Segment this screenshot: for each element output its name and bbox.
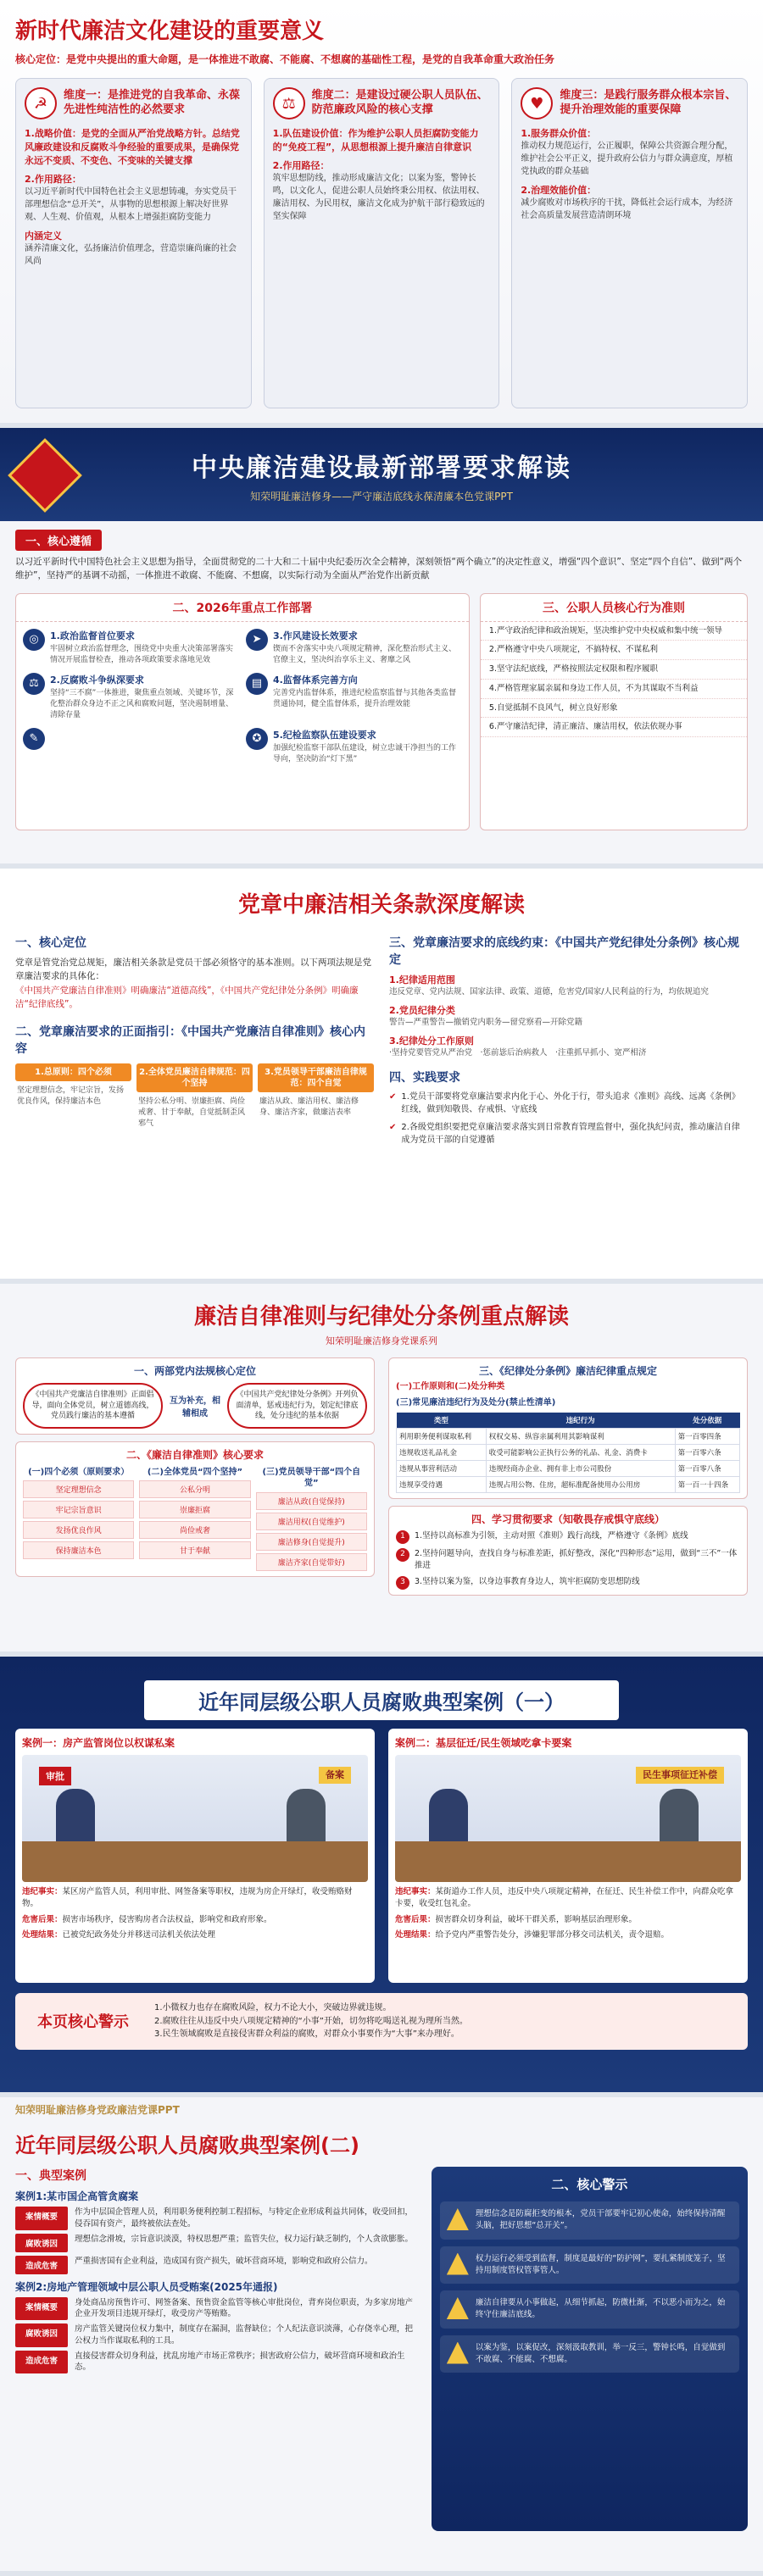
case-row: 造成危害 严重损害国有企业利益，造成国有资产损失，破坏营商环境，影响党和政府公信力。 [15,2256,420,2274]
title-banner [0,428,763,521]
warning-icon [447,2342,469,2364]
deployment-item: ✪ 5.纪检监察队伍建设要求 加强纪检监察干部队伍建设，树立忠诚干净担当的工作导向，坚决防治“灯下黑” [246,728,462,765]
deployment-item: ◎ 1.政治监督首位要求 牢固树立政治监督理念，围绕党中央重大决策部署落实情况开展监督检查，推动各项政策要求落地见效 [23,629,239,666]
panel-heading: 三、公职人员核心行为准则 [481,594,747,622]
dimension-point: 1.战略价值：是党的全面从严治党战略方针。总结党风廉政建设和反腐败斗争经验的重要成果，是确保党永远不变质、不变色、不变味的关键支撑 [25,128,240,166]
study-panel: 四、学习贯彻要求（知敬畏存戒惧守底线） 1 1.坚持以高标准为引领，主动对照《准则》践行高线，严格遵守《条例》底线 2 2.坚持问题导向，查找自身与标准差距，抓好整改，深化“四种形态”运用，做到“三不”一体推进 3 3.坚持以案为鉴，以身边事教育身边人，筑牢拒腐防变思想防线 [388,1506,748,1596]
conduct-panel [480,593,748,830]
section-text: 《中国共产党廉洁自律准则》明确廉洁“道德高线”，《中国共产党纪律处分条例》明确廉洁“纪律底线”。 [15,985,359,1009]
warning-item: 廉洁自律要从小事做起，从细节抓起，防微杜渐，不以恶小而为之，始终守住廉洁底线。 [440,2290,739,2329]
dimension-card [264,78,500,408]
table-row: 违规收送礼品礼金 收受可能影响公正执行公务的礼品、礼金、消费卡 第一百零六条 [397,1445,740,1461]
case-detail: 违纪事实：某街道办工作人员，违反中央八项规定精神，在征迁、民生补偿工作中，向群众吃拿卡要，收受红包礼金。 [395,1887,734,1908]
core-warning-panel [432,2167,748,2531]
dimension-point: 1.队伍建设价值：作为维护公职人员拒腐防变能力的“免疫工程”，从思想根源上提升廉洁自律意识 [272,128,479,153]
case-row: 腐败诱因 房产监管关键岗位权力集中，制度存在漏洞，监督缺位；个人纪法意识淡薄，心存侥幸心理，把公权力当作谋取私利的工具。 [15,2323,420,2347]
dimension-text: 涵养清廉文化，弘扬廉洁价值理念，营造崇廉尚廉的社会风尚 [25,244,237,266]
table-row: 违规享受待遇 违规占用公物、住房，超标准配备使用办公用房 第一百一十四条 [397,1477,740,1493]
core-positioning: 核心定位：是党中央提出的重大命题，是一体推进不敢腐、不能腐、不想腐的基础性工程，是党的自我革命重大政治任务 [15,53,555,65]
deployment-item: ➤ 3.作风建设长效要求 锲而不舍落实中央八项规定精神，深化整治形式主义、官僚主义，坚决纠治享乐主义、奢靡之风 [246,629,462,666]
conduct-item: 4.严格管理家属亲属和身边工作人员，不为其谋取不当利益 [481,680,747,699]
party-emblem-icon: ☭ [25,87,57,119]
deployment-item [23,728,239,765]
guideline-card: 2.全体党员廉洁自律规范：四个坚持 坚持公私分明、崇廉拒腐、尚俭戒奢、甘于奉献，自觉抵制歪风邪气 [136,1063,253,1134]
sign-label: 民生事项征迁补偿 [636,1767,724,1784]
sign-label: 审批 [39,1767,71,1785]
warning-icon [447,2253,469,2275]
slide-central-deployment [0,428,763,869]
warning-icon [447,2208,469,2230]
dimension-columns [15,78,748,408]
official-figure [429,1789,468,1848]
case-detail: 处理结果：给予党内严重警告处分，涉嫌犯罪部分移交司法机关，责令退赔。 [395,1930,670,1940]
warning-item: 以案为鉴，以案促改，深刻汲取教训，举一反三，警钟长鸣，自觉做到不敢腐、不能腐、不想腐。 [440,2335,739,2373]
positioning-panel: 一、两部党内法规核心定位 《中国共产党廉洁自律准则》正面倡导，面向全体党员，树立道德高线，党员践行廉洁的基本遵循 互为补充，相辅相成 《中国共产党纪律处分条例》开列负面清单，惩戒违纪行为，划定纪律底线，处分违纪的基本依据 [15,1357,375,1435]
table-row: 利用职务便利谋取私利 权权交易、纵容亲属利用其影响谋利 第一百零四条 [397,1429,740,1445]
dimension-text: 减少腐败对市场秩序的干扰，降低社会运行成本，为经济社会高质量发展营造清朗环境 [521,198,733,220]
developer-figure [287,1789,326,1848]
section-heading: 三、党章廉洁要求的底线约束：《中国共产党纪律处分条例》核心规定 [389,936,739,967]
star-icon: ✪ [246,728,268,750]
dimension-title: 维度一：是推进党的自我革命、永葆先进性纯洁性的必然要求 [64,89,241,116]
conduct-item: 1.严守政治纪律和政治规矩，坚决维护党中央权威和集中统一领导 [481,622,747,641]
scales-icon: ⚖ [273,87,305,119]
slide-rules-interpretation [0,1284,763,1657]
pen-icon: ✎ [23,728,45,750]
slide-title: 近年同层级公职人员腐败典型案例（一） [144,1680,619,1720]
desk-shape [22,1841,368,1882]
case-detail: 违纪事实：某区房产监管人员，利用审批、网签备案等职权，违规为房企开绿灯，收受贿赂财物。 [22,1887,353,1908]
arrow-icon: ➤ [246,629,268,651]
dimension-title: 维度二：是建设过硬公职人员队伍、防范廉政风险的核心支撑 [311,89,488,116]
heart-hands-icon: ♥ [521,87,553,119]
case-heading: 案例二：基层征迁/民生领域吃拿卡要案 [395,1737,572,1749]
rule-item: 1.纪律适用范围 违反党章、党内法规、国家法律、政策、道德，危害党/国家/人民利益的行为，均依规追究 [389,974,709,997]
warning-item: 1.小微权力也存在腐败风险，权力不论大小，突破边界就违规。 [154,2003,392,2012]
dimension-text: 筑牢思想防线，推动形成廉洁文化；以案为鉴，警钟长鸣，以文化人，促进公职人员始终秉公用权、依法用权、廉洁用权、为民用权，廉洁文化成为护航干部行稳致远的坚实保障 [272,174,485,221]
section-heading: 一、核心遵循 [15,530,102,551]
slide-subtitle: 知荣明耻廉洁修身——严守廉洁底线永葆清廉本色党课PPT [250,490,513,502]
deployment-item: ▤ 4.监督体系完善方向 完善党内监督体系，推进纪检监察监督与其他各类监督贯通协同，健全监督体系，提升治理效能 [246,673,462,721]
dimension-title: 维度三：是践行服务群众根本宗旨、提升治理效能的重要保障 [560,89,737,116]
requirement-item: ✔ 1.党员干部要将党章廉洁要求内化于心、外化于行，带头追求《准则》高线、远离《条例》红线，做到知敬畏、存戒惧、守底线 [389,1092,740,1115]
case-illustration [22,1755,368,1882]
dimension-point: 2.作用路径： [25,174,81,185]
warning-icon [447,2297,469,2319]
conduct-item: 6.严守廉洁纪律，清正廉洁、廉洁用权，依法依规办事 [481,718,747,737]
official-figure [56,1789,95,1848]
requirement-item: ✔ 2.各级党组织要把党章廉洁要求落实到日常教育管理监督中，强化执纪问责，推动廉洁自律成为党员干部的自觉遵循 [389,1123,740,1146]
case-title: 案例1:某市国企高管贪腐案 [15,2190,139,2202]
conduct-item: 3.坚守法纪底线，严格按照法定权限和程序履职 [481,660,747,680]
check-icon: ✔ [389,1123,397,1133]
guideline-card: 1.总原则：四个必须 坚定理想信念，牢记宗旨，发扬优良作风，保持廉洁本色 [15,1063,131,1134]
document-icon: ▤ [246,673,268,695]
core-requirements-panel: 二、《廉洁自律准则》核心要求 (一)四个必须（原则要求） 坚定理想信念 牢记宗旨意识 发扬优良作风 保持廉洁本色 (二)全体党员“四个坚持” 公私分明 崇廉拒腐 尚俭戒奢 甘于奉献 (三)党员领导干部“四个自觉” 廉洁从政(自觉保持) 廉洁用权(自觉维护) 廉洁修身(自觉提升) 廉洁齐家(自觉带好) [15,1441,375,1577]
dimension-text: 推动权力规范运行，公正履职，保障公共资源合理分配，维护社会公平正义，提升政府公信力与群众满意度，厚植党执政的群众基础 [521,142,733,176]
warning-item: 理想信念是防腐拒变的根本，党员干部要牢记初心使命，始终保持清醒头脑，把好思想“总开关”。 [440,2201,739,2240]
slide-title: 党章中廉洁相关条款深度解读 [237,892,525,918]
slide-title: 廉洁自律准则与纪律处分条例重点解读 [193,1304,569,1330]
case-row: 案情概要 作为中层国企管理人员，利用职务便利控制工程招标，与特定企业形成利益共同体，收受回扣，侵吞国有资产，最终被依法查处。 [15,2207,420,2230]
slide-subtitle: 知荣明耻廉洁修身党课系列 [326,1335,437,1346]
section-heading: 一、典型案例 [15,2169,86,2183]
slide-title: 新时代廉洁文化建设的重要意义 [15,19,325,44]
series-label: 知荣明耻廉洁修身党政廉洁党课PPT [15,2104,180,2116]
warning-title: 本页核心警示 [37,2013,129,2032]
dimension-point: 1.服务群众价值： [521,128,597,139]
sign-label: 备案 [319,1767,351,1784]
panel-heading: 二、核心警示 [551,2177,628,2192]
dimension-point: 2.作用路径： [272,160,330,171]
case-row: 腐败诱因 理想信念滑坡，宗旨意识淡漠，特权思想严重；监管失位，权力运行缺乏制约，个人贪欲膨胀。 [15,2234,420,2252]
study-item: 1 1.坚持以高标准为引领，主动对照《准则》践行高线，严格遵守《条例》底线 [396,1530,740,1544]
warning-item: 2.腐败往往从违反中央八项规定精神的“小事”开始，切勿将吃喝送礼视为理所当然。 [154,2016,468,2026]
conduct-item: 5.自觉抵制不良风气，树立良好形象 [481,699,747,719]
desk-shape [395,1841,741,1882]
section-heading: 四、实践要求 [389,1071,460,1085]
table-row: 违规从事营利活动 违规经商办企业、拥有非上市公司股份 第一百零八条 [397,1461,740,1477]
case-detail: 危害后果：损害群众切身利益，破坏干群关系，影响基层治理形象。 [395,1914,638,1924]
rule-item: 3.纪律处分工作原则 ·坚持党要管党从严治党 ·惩前毖后治病救人 ·注重抓早抓小、宽严相济 [389,1035,647,1058]
case-illustration [395,1755,741,1882]
slide-title: 中央廉洁建设最新部署要求解读 [192,452,571,483]
slide-case-study-two [0,2097,763,2576]
requirement-column: (一)四个必须（原则要求） 坚定理想信念 牢记宗旨意识 发扬优良作风 保持廉洁本色 [23,1467,134,1571]
study-item: 2 2.坚持问题导向，查找自身与标准差距，抓好整改，深化“四种形态”运用，做到“三不”一体推进 [396,1548,740,1572]
dimension-point: 2.治理效能价值： [521,185,597,196]
violation-table: 类型 违纪行为 处分依据 利用职务便利谋取私利 权权交易、纵容亲属利用其影响谋利 第一百零四条 违规收送礼品礼金 收受可能影响公正执行公务的礼品、礼金、消费卡 第一百零六条 违规从事营利活动 违规经商办企业、拥有非上市公司股份 第一百零八条 违规享受待遇 违规占用公物、住房，超标准配备使用办公用房 第一百一十四条 [396,1413,740,1493]
flow-arrow: 互为补充，相辅相成 [170,1396,220,1418]
slide-party-constitution [0,869,763,1284]
deployment-panel [15,593,470,830]
warning-item: 权力运行必须受到监督，制度是最好的“防护网”，要扎紧制度笼子，坚持用制度管权管事管人。 [440,2246,739,2285]
flow-box-regulation: 《中国共产党纪律处分条例》开列负面清单，惩戒违纪行为，划定纪律底线，处分违纪的基本依据 [227,1383,367,1429]
dimension-card [15,78,252,408]
slide-title: 近年同层级公职人员腐败典型案例(二) [15,2134,359,2157]
resident-figure [660,1789,699,1848]
case-title: 案例2:房地产管理领域中层公职人员受贿案(2025年通报) [15,2280,278,2293]
slide-significance [0,0,763,428]
requirement-column: (二)全体党员“四个坚持” 公私分明 崇廉拒腐 尚俭戒奢 甘于奉献 [139,1467,250,1571]
flow-box-guideline: 《中国共产党廉洁自律准则》正面倡导，面向全体党员，树立道德高线，党员践行廉洁的基本遵循 [23,1383,163,1429]
guideline-card: 3.党员领导干部廉洁自律规范：四个自觉 廉洁从政、廉洁用权、廉洁修身、廉洁齐家，做廉洁表率 [258,1063,374,1134]
rule-item: 2.党员纪律分类 警告—严重警告—撤销党内职务—留党察看—开除党籍 [389,1004,583,1027]
core-warning-box [15,1993,748,2050]
dimension-point: 内涵定义 [25,230,62,242]
requirement-column: (三)党员领导干部“四个自觉” 廉洁从政(自觉保持) 廉洁用权(自觉维护) 廉洁修身(自觉提升) 廉洁齐家(自觉带好) [256,1467,367,1571]
study-item: 3 3.坚持以案为鉴，以身边事教育身边人，筑牢拒腐防变思想防线 [396,1576,740,1590]
case-detail: 危害后果：损害市场秩序，侵害购房者合法权益，影响党和政府形象。 [22,1914,272,1924]
dimension-text: 以习近平新时代中国特色社会主义思想铸魂，夯实党员干部理想信念“总开关”，从事物的思想根源上解决好世界观、人生观、价值观，从根本上增强拒腐防变能力 [25,187,237,222]
case-heading: 案例一：房产监管岗位以权谋私案 [22,1737,175,1749]
case-row: 案情概要 身处商品房预售许可、网签备案、预售资金监管等核心审批岗位，背弃岗位职责，为多家房地产企业开发项目违规开绿灯，收受房产等贿赂。 [15,2297,420,2321]
warning-item: 3.民生领域腐败是直接侵害群众利益的腐败，对群众小事要作为“大事”来办理好。 [154,2029,459,2039]
case-card [388,1729,748,1983]
section-heading: 二、党章廉洁要求的正面指引：《中国共产党廉洁自律准则》核心内容 [15,1025,365,1057]
check-icon: ✔ [389,1092,397,1102]
case-row: 造成危害 直接侵害群众切身利益，扰乱房地产市场正常秩序；损害政府公信力，破坏营商环境和政治生态。 [15,2351,420,2374]
panel-heading: 二、2026年重点工作部署 [16,594,469,622]
dimension-card [511,78,748,408]
target-icon: ◎ [23,629,45,651]
section-heading: 一、核心定位 [15,936,86,950]
conduct-item: 2.严格遵守中央八项规定，不搞特权、不谋私利 [481,641,747,660]
case-detail: 处理结果：已被党纪政务处分并移送司法机关依法处理 [22,1930,216,1940]
regulation-panel: 三、《纪律处分条例》廉洁纪律重点规定 (一)工作原则和(二)处分种类 (三)常见廉洁违纪行为及处分(禁止性清单) 类型 违纪行为 处分依据 利用职务便利谋取私利 权权交易、纵容亲属利用其影响谋利 第一百零四条 违规收送礼品礼金 收受可能影响公正执行公务的礼品、礼金、消费卡 第一百零六条 违规从事营利活动 违规经商办企业、拥有非上市公司股份 第一百零八条 违规享受待遇 违规占用公物、住房，超标准配备使用办公用房 第一百一十四条 [388,1357,748,1499]
section-text: 党章是管党治党总规矩，廉洁相关条款是党员干部必须恪守的基本准则。以下两项法规是党章廉洁要求的具体化： [15,958,371,982]
gavel-icon: ⚖ [23,673,45,695]
core-text: 以习近平新时代中国特色社会主义思想为指导，全面贯彻党的二十大和二十届中央纪委历次全会精神，深刻领悟“两个确立”的决定性意义，增强“四个意识”、坚定“四个自信”、做到“两个维护”，坚持严的基调不动摇，一体推进不敢腐、不能腐、不想腐，以实际行动为全面从严治党作出新贡献 [15,557,743,580]
deployment-item: ⚖ 2.反腐败斗争纵深要求 坚持“三不腐”一体推进，聚焦重点领域、关键环节，深化整治群众身边不正之风和腐败问题，坚决遏制增量、清除存量 [23,673,239,721]
case-card [15,1729,375,1983]
slide-case-study-one [0,1657,763,2097]
